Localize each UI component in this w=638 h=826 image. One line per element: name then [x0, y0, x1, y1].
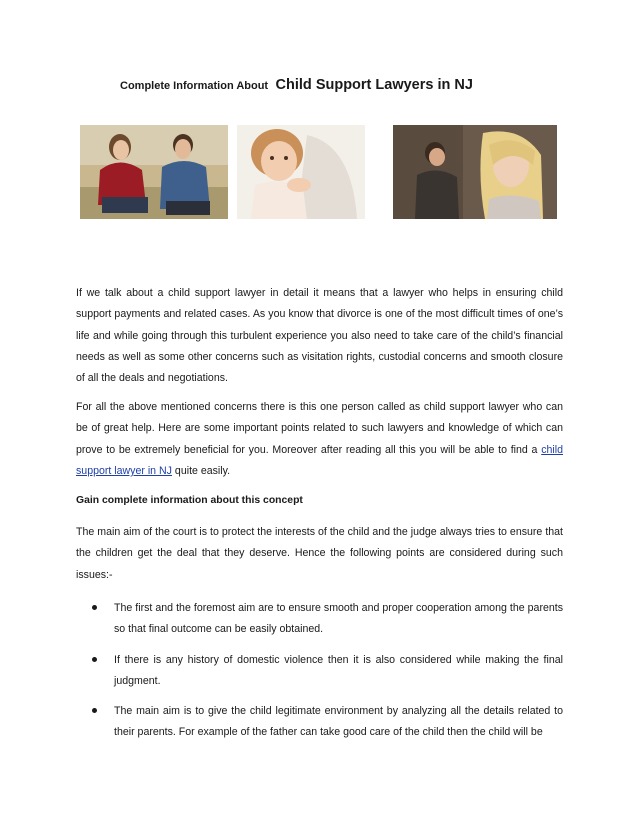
court-aim-paragraph: The main aim of the court is to protect the interests of the child and the judge always tries to ensure that the children get the deal that they deserve. Hence the following points are considered during such issues:-: [76, 526, 563, 581]
couple-sitting-apart-photo: [80, 125, 228, 219]
list-item-text: If there is any history of domestic violence then it is also considered while making the final judgment.: [114, 653, 563, 687]
list-item-text: The main aim is to give the child legitimate environment by analyzing all the details related to their parents. For example of the father can take good care of the child then the child will be: [114, 705, 563, 739]
title-main: Child Support Lawyers in NJ: [275, 77, 473, 93]
bullet-icon: [92, 708, 97, 713]
child-hugging-photo: [237, 125, 365, 219]
list-item-text: The first and the foremost aim are to ensure smooth and proper cooperation among the parents so that final outcome can be easily obtained.: [114, 602, 563, 636]
list-item: [76, 650, 563, 693]
concerns-text-end: quite easily.: [171, 464, 231, 477]
bullet-icon: [92, 657, 97, 662]
title-prefix: Complete Information About: [120, 80, 269, 92]
concerns-text-start: For all the above mentioned concerns there is this one person called as child support lawyer who can be of great help. Here are some important points related to such lawyers and knowledge of which can prove to be extremely beneficial for you. Moreover after reading all this you will be able to find a: [76, 401, 563, 456]
document-title: [120, 76, 473, 94]
list-item: [76, 598, 563, 641]
child-support-lawyer-link[interactable]: child support lawyer in NJ: [76, 443, 563, 477]
section-heading: Gain complete information about this concept: [76, 495, 303, 506]
sad-couple-photo: [393, 125, 557, 219]
considerations-list: [76, 598, 563, 753]
concerns-paragraph: [76, 397, 563, 482]
list-item: [76, 701, 563, 744]
bullet-icon: [92, 605, 97, 610]
intro-paragraph: If we talk about a child support lawyer in detail it means that a lawyer who helps in ensuring child support payments and related cases. As you know that divorce is one of the most difficult times of one’s life and while going through this turbulent experience you also need to take care of the child’s financial needs as well as some other concerns such as visitation rights, custodial concerns and smooth closure of all the deals and negotiations.: [76, 287, 563, 385]
